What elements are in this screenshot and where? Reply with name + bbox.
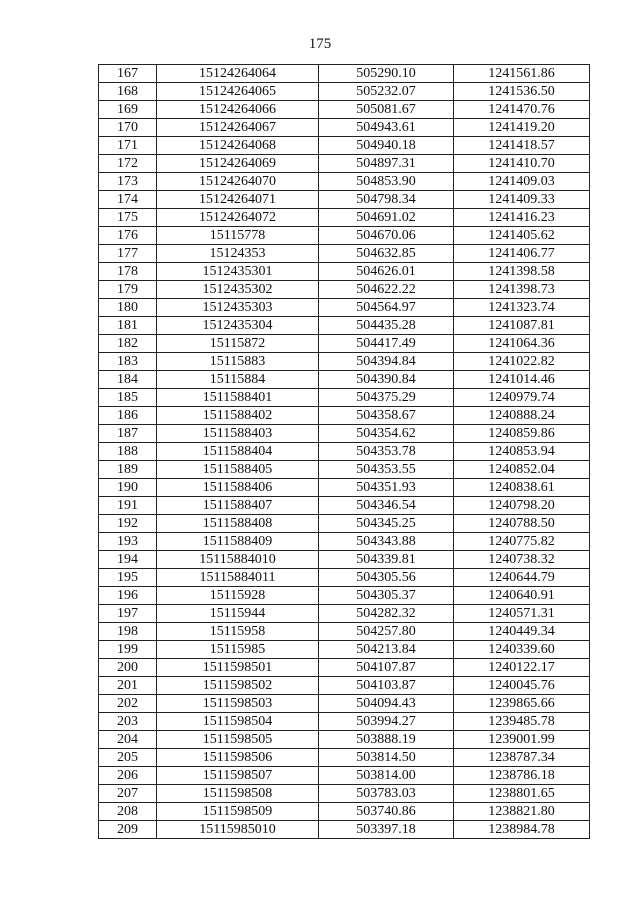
point-id-cell: 1512435303 (157, 299, 319, 317)
y-coordinate-cell: 1240045.76 (454, 677, 590, 695)
y-coordinate-cell: 1238821.80 (454, 803, 590, 821)
point-id-cell: 15115883 (157, 353, 319, 371)
row-number-cell: 203 (99, 713, 157, 731)
row-number-cell: 198 (99, 623, 157, 641)
table-row (99, 713, 590, 731)
x-coordinate-cell: 504435.28 (319, 317, 454, 335)
y-coordinate-cell: 1240339.60 (454, 641, 590, 659)
row-number-cell: 199 (99, 641, 157, 659)
table-row (99, 281, 590, 299)
x-coordinate-cell: 504358.67 (319, 407, 454, 425)
table-row (99, 821, 590, 839)
row-number-cell: 180 (99, 299, 157, 317)
row-number-cell: 177 (99, 245, 157, 263)
x-coordinate-cell: 504670.06 (319, 227, 454, 245)
row-number-cell: 170 (99, 119, 157, 137)
row-number-cell: 196 (99, 587, 157, 605)
point-id-cell: 1511598502 (157, 677, 319, 695)
row-number-cell: 176 (99, 227, 157, 245)
table-row (99, 749, 590, 767)
point-id-cell: 15124264067 (157, 119, 319, 137)
point-id-cell: 15115928 (157, 587, 319, 605)
point-id-cell: 15124264071 (157, 191, 319, 209)
table-row (99, 371, 590, 389)
table-row (99, 83, 590, 101)
x-coordinate-cell: 504094.43 (319, 695, 454, 713)
table-row (99, 335, 590, 353)
point-id-cell: 1511598509 (157, 803, 319, 821)
y-coordinate-cell: 1240644.79 (454, 569, 590, 587)
point-id-cell: 15115985 (157, 641, 319, 659)
point-id-cell: 15115985010 (157, 821, 319, 839)
y-coordinate-cell: 1240571.31 (454, 605, 590, 623)
table-row (99, 497, 590, 515)
row-number-cell: 193 (99, 533, 157, 551)
row-number-cell: 209 (99, 821, 157, 839)
coordinates-table (98, 64, 590, 839)
x-coordinate-cell: 504940.18 (319, 137, 454, 155)
y-coordinate-cell: 1241409.33 (454, 191, 590, 209)
y-coordinate-cell: 1241419.20 (454, 119, 590, 137)
x-coordinate-cell: 504626.01 (319, 263, 454, 281)
table-row (99, 587, 590, 605)
y-coordinate-cell: 1239001.99 (454, 731, 590, 749)
point-id-cell: 15124264065 (157, 83, 319, 101)
row-number-cell: 201 (99, 677, 157, 695)
point-id-cell: 1512435304 (157, 317, 319, 335)
y-coordinate-cell: 1240979.74 (454, 389, 590, 407)
table-row (99, 767, 590, 785)
point-id-cell: 15124264070 (157, 173, 319, 191)
point-id-cell: 15124264066 (157, 101, 319, 119)
x-coordinate-cell: 504343.88 (319, 533, 454, 551)
table-row (99, 173, 590, 191)
x-coordinate-cell: 504691.02 (319, 209, 454, 227)
x-coordinate-cell: 503783.03 (319, 785, 454, 803)
point-id-cell: 15115958 (157, 623, 319, 641)
x-coordinate-cell: 504622.22 (319, 281, 454, 299)
row-number-cell: 195 (99, 569, 157, 587)
row-number-cell: 182 (99, 335, 157, 353)
x-coordinate-cell: 503814.00 (319, 767, 454, 785)
x-coordinate-cell: 504853.90 (319, 173, 454, 191)
table-row (99, 479, 590, 497)
table-row (99, 227, 590, 245)
table-row (99, 785, 590, 803)
row-number-cell: 206 (99, 767, 157, 785)
point-id-cell: 1511588403 (157, 425, 319, 443)
point-id-cell: 15115778 (157, 227, 319, 245)
y-coordinate-cell: 1241323.74 (454, 299, 590, 317)
table-row (99, 605, 590, 623)
y-coordinate-cell: 1241470.76 (454, 101, 590, 119)
table-row (99, 461, 590, 479)
row-number-cell: 183 (99, 353, 157, 371)
point-id-cell: 15115884010 (157, 551, 319, 569)
row-number-cell: 171 (99, 137, 157, 155)
x-coordinate-cell: 504354.62 (319, 425, 454, 443)
point-id-cell: 1511588404 (157, 443, 319, 461)
x-coordinate-cell: 504305.37 (319, 587, 454, 605)
x-coordinate-cell: 504564.97 (319, 299, 454, 317)
x-coordinate-cell: 503814.50 (319, 749, 454, 767)
x-coordinate-cell: 504213.84 (319, 641, 454, 659)
point-id-cell: 1511588406 (157, 479, 319, 497)
point-id-cell: 15124264069 (157, 155, 319, 173)
row-number-cell: 208 (99, 803, 157, 821)
row-number-cell: 184 (99, 371, 157, 389)
y-coordinate-cell: 1241561.86 (454, 65, 590, 83)
y-coordinate-cell: 1240775.82 (454, 533, 590, 551)
point-id-cell: 15115884 (157, 371, 319, 389)
table-row (99, 695, 590, 713)
point-id-cell: 1511598503 (157, 695, 319, 713)
point-id-cell: 1511598507 (157, 767, 319, 785)
y-coordinate-cell: 1240853.94 (454, 443, 590, 461)
point-id-cell: 15115944 (157, 605, 319, 623)
point-id-cell: 15124264064 (157, 65, 319, 83)
y-coordinate-cell: 1241064.36 (454, 335, 590, 353)
row-number-cell: 194 (99, 551, 157, 569)
y-coordinate-cell: 1238984.78 (454, 821, 590, 839)
x-coordinate-cell: 504632.85 (319, 245, 454, 263)
y-coordinate-cell: 1241536.50 (454, 83, 590, 101)
x-coordinate-cell: 504375.29 (319, 389, 454, 407)
table-row (99, 101, 590, 119)
y-coordinate-cell: 1240888.24 (454, 407, 590, 425)
row-number-cell: 189 (99, 461, 157, 479)
y-coordinate-cell: 1241398.73 (454, 281, 590, 299)
y-coordinate-cell: 1241022.82 (454, 353, 590, 371)
point-id-cell: 1511588401 (157, 389, 319, 407)
table-row (99, 425, 590, 443)
point-id-cell: 1511598505 (157, 731, 319, 749)
x-coordinate-cell: 505081.67 (319, 101, 454, 119)
table-row (99, 317, 590, 335)
x-coordinate-cell: 505290.10 (319, 65, 454, 83)
table-body (99, 65, 590, 839)
row-number-cell: 168 (99, 83, 157, 101)
row-number-cell: 173 (99, 173, 157, 191)
y-coordinate-cell: 1241014.46 (454, 371, 590, 389)
x-coordinate-cell: 504103.87 (319, 677, 454, 695)
x-coordinate-cell: 503888.19 (319, 731, 454, 749)
row-number-cell: 205 (99, 749, 157, 767)
table-row (99, 677, 590, 695)
point-id-cell: 1511588409 (157, 533, 319, 551)
point-id-cell: 1511598501 (157, 659, 319, 677)
row-number-cell: 167 (99, 65, 157, 83)
row-number-cell: 174 (99, 191, 157, 209)
point-id-cell: 15115884011 (157, 569, 319, 587)
point-id-cell: 15124264072 (157, 209, 319, 227)
x-coordinate-cell: 504943.61 (319, 119, 454, 137)
row-number-cell: 202 (99, 695, 157, 713)
point-id-cell: 1511598506 (157, 749, 319, 767)
y-coordinate-cell: 1241416.23 (454, 209, 590, 227)
table-row (99, 353, 590, 371)
table-row (99, 623, 590, 641)
x-coordinate-cell: 504351.93 (319, 479, 454, 497)
x-coordinate-cell: 503397.18 (319, 821, 454, 839)
x-coordinate-cell: 504353.55 (319, 461, 454, 479)
point-id-cell: 1511588408 (157, 515, 319, 533)
y-coordinate-cell: 1241405.62 (454, 227, 590, 245)
point-id-cell: 1512435302 (157, 281, 319, 299)
table-row (99, 731, 590, 749)
x-coordinate-cell: 504282.32 (319, 605, 454, 623)
row-number-cell: 187 (99, 425, 157, 443)
point-id-cell: 15115872 (157, 335, 319, 353)
table-row (99, 641, 590, 659)
row-number-cell: 175 (99, 209, 157, 227)
y-coordinate-cell: 1241087.81 (454, 317, 590, 335)
table-row (99, 407, 590, 425)
row-number-cell: 192 (99, 515, 157, 533)
x-coordinate-cell: 504897.31 (319, 155, 454, 173)
y-coordinate-cell: 1241418.57 (454, 137, 590, 155)
point-id-cell: 1512435301 (157, 263, 319, 281)
row-number-cell: 188 (99, 443, 157, 461)
row-number-cell: 197 (99, 605, 157, 623)
point-id-cell: 15124353 (157, 245, 319, 263)
y-coordinate-cell: 1240738.32 (454, 551, 590, 569)
table-row (99, 299, 590, 317)
table-row (99, 659, 590, 677)
x-coordinate-cell: 504390.84 (319, 371, 454, 389)
y-coordinate-cell: 1240838.61 (454, 479, 590, 497)
table-row (99, 155, 590, 173)
y-coordinate-cell: 1240640.91 (454, 587, 590, 605)
table-row (99, 65, 590, 83)
x-coordinate-cell: 504798.34 (319, 191, 454, 209)
row-number-cell: 169 (99, 101, 157, 119)
point-id-cell: 1511588402 (157, 407, 319, 425)
y-coordinate-cell: 1239865.66 (454, 695, 590, 713)
row-number-cell: 204 (99, 731, 157, 749)
x-coordinate-cell: 504345.25 (319, 515, 454, 533)
y-coordinate-cell: 1240788.50 (454, 515, 590, 533)
row-number-cell: 181 (99, 317, 157, 335)
point-id-cell: 1511588407 (157, 497, 319, 515)
x-coordinate-cell: 504346.54 (319, 497, 454, 515)
y-coordinate-cell: 1238786.18 (454, 767, 590, 785)
table-row (99, 803, 590, 821)
point-id-cell: 1511598508 (157, 785, 319, 803)
table-row (99, 137, 590, 155)
point-id-cell: 1511598504 (157, 713, 319, 731)
x-coordinate-cell: 504353.78 (319, 443, 454, 461)
y-coordinate-cell: 1240449.34 (454, 623, 590, 641)
y-coordinate-cell: 1238801.65 (454, 785, 590, 803)
x-coordinate-cell: 504305.56 (319, 569, 454, 587)
table-row (99, 119, 590, 137)
row-number-cell: 185 (99, 389, 157, 407)
table-row (99, 209, 590, 227)
row-number-cell: 178 (99, 263, 157, 281)
y-coordinate-cell: 1240798.20 (454, 497, 590, 515)
table-row (99, 533, 590, 551)
point-id-cell: 1511588405 (157, 461, 319, 479)
table-row (99, 443, 590, 461)
y-coordinate-cell: 1241409.03 (454, 173, 590, 191)
table-row (99, 245, 590, 263)
x-coordinate-cell: 505232.07 (319, 83, 454, 101)
table-row (99, 569, 590, 587)
row-number-cell: 200 (99, 659, 157, 677)
y-coordinate-cell: 1241410.70 (454, 155, 590, 173)
row-number-cell: 179 (99, 281, 157, 299)
x-coordinate-cell: 504107.87 (319, 659, 454, 677)
y-coordinate-cell: 1241398.58 (454, 263, 590, 281)
table-row (99, 515, 590, 533)
y-coordinate-cell: 1240122.17 (454, 659, 590, 677)
x-coordinate-cell: 504394.84 (319, 353, 454, 371)
x-coordinate-cell: 504257.80 (319, 623, 454, 641)
point-id-cell: 15124264068 (157, 137, 319, 155)
x-coordinate-cell: 504339.81 (319, 551, 454, 569)
row-number-cell: 207 (99, 785, 157, 803)
y-coordinate-cell: 1240852.04 (454, 461, 590, 479)
row-number-cell: 186 (99, 407, 157, 425)
y-coordinate-cell: 1241406.77 (454, 245, 590, 263)
table-row (99, 551, 590, 569)
y-coordinate-cell: 1239485.78 (454, 713, 590, 731)
row-number-cell: 190 (99, 479, 157, 497)
table-row (99, 389, 590, 407)
table-row (99, 263, 590, 281)
x-coordinate-cell: 504417.49 (319, 335, 454, 353)
row-number-cell: 191 (99, 497, 157, 515)
table-row (99, 191, 590, 209)
y-coordinate-cell: 1238787.34 (454, 749, 590, 767)
page-number: 175 (308, 36, 332, 52)
row-number-cell: 172 (99, 155, 157, 173)
y-coordinate-cell: 1240859.86 (454, 425, 590, 443)
x-coordinate-cell: 503994.27 (319, 713, 454, 731)
x-coordinate-cell: 503740.86 (319, 803, 454, 821)
